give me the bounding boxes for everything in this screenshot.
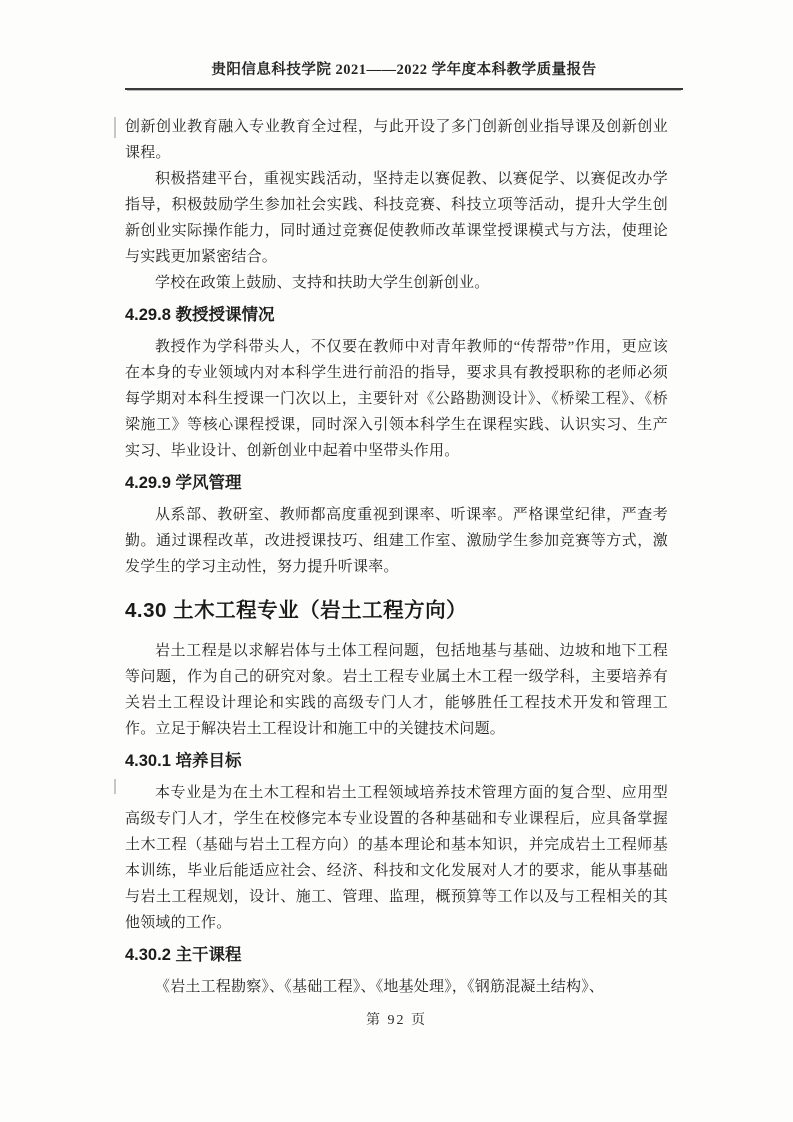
page-footer	[125, 1012, 668, 1030]
paragraph-training-objectives: 本专业是为在土木工程和岩土工程领域培养技术管理方面的复合型、应用型高级专门人才，学生在校修完本专业设置的各种基础和专业课程后，应具备掌握土木工程（基础与岩土工程方向）的基本理论和基本知识，并完成岩土工程师基本训练，毕业后能适应社会、经济、科技和文化发展对人才的要求，能从事基础与岩土工程规划，设计、施工、管理、监理，概预算等工作以及与工程相关的其他领域的工作。	[125, 785, 668, 931]
document-body	[125, 114, 668, 1000]
paragraph-policy-support: 学校在政策上鼓励、支持和扶助大学生创新创业。	[155, 275, 490, 291]
section-heading-4-29-8: 4.29.8 教授授课情况	[125, 306, 275, 324]
section-heading-4-30-2: 4.30.2 主干课程	[125, 946, 242, 964]
footer-page-number: 第 92 页	[366, 1013, 427, 1028]
scan-artifact	[114, 117, 116, 138]
paragraph-geotech-overview: 岩土工程是以求解岩体与土体工程问题，包括地基与基础、边坡和地下工程等问题，作为自己的研究对象。岩土工程专业属土木工程一级学科，主要培养有关岩土工程设计理论和实践的高级专门人才，能够胜任工程技术开发和管理工作。立足于解决岩土工程设计和施工中的关键技术问题。	[125, 643, 668, 737]
page-header	[125, 58, 683, 90]
section-heading-4-30: 4.30 土木工程专业（岩土工程方向）	[125, 599, 468, 622]
paragraph-platform-competitions: 积极搭建平台，重视实践活动，坚持走以赛促教、以赛促学、以赛促改办学指导，积极鼓励学生参加社会实践、科技竞赛、科技立项等活动，提升大学生创新创业实际操作能力，同时通过竞赛促使教师改革课堂授课模式与方法，使理论与实践更加紧密结合。	[125, 171, 668, 265]
paragraph-core-courses: 《岩土工程勘察》、《基础工程》、《地基处理》，《钢筋混凝土结构》、	[155, 979, 605, 995]
paragraph-study-style-management: 从系部、教研室、教师都高度重视到课率、听课率。严格课堂纪律，严查考勤。通过课程改革，改进授课技巧、组建工作室、激励学生参加竞赛等方式，激发学生的学习主动性，努力提升听课率。	[125, 507, 668, 575]
section-heading-4-29-9: 4.29.9 学风管理	[125, 474, 242, 492]
section-heading-4-30-1: 4.30.1 培养目标	[125, 752, 242, 770]
header-title: 贵阳信息科技学院 2021——2022 学年度本科教学质量报告	[211, 62, 597, 78]
scan-artifact	[114, 779, 116, 794]
paragraph-innovation-education-continued: 创新创业教育融入专业教育全过程，与此开设了多门创新创业指导课及创新创业课程。	[125, 119, 668, 161]
paragraph-professor-teaching: 教授作为学科带头人，不仅要在教师中对青年教师的“传帮带”作用，更应该在本身的专业领域内对本科学生进行前沿的指导，要求具有教授职称的老师必须每学期对本科生授课一门次以上，主要针对《公路勘测设计》、《桥梁工程》、《桥梁施工》等核心课程授课，同时深入引领本科学生在课程实践、认识实习、生产实习、毕业设计、创新创业中起着中坚带头作用。	[125, 339, 668, 459]
